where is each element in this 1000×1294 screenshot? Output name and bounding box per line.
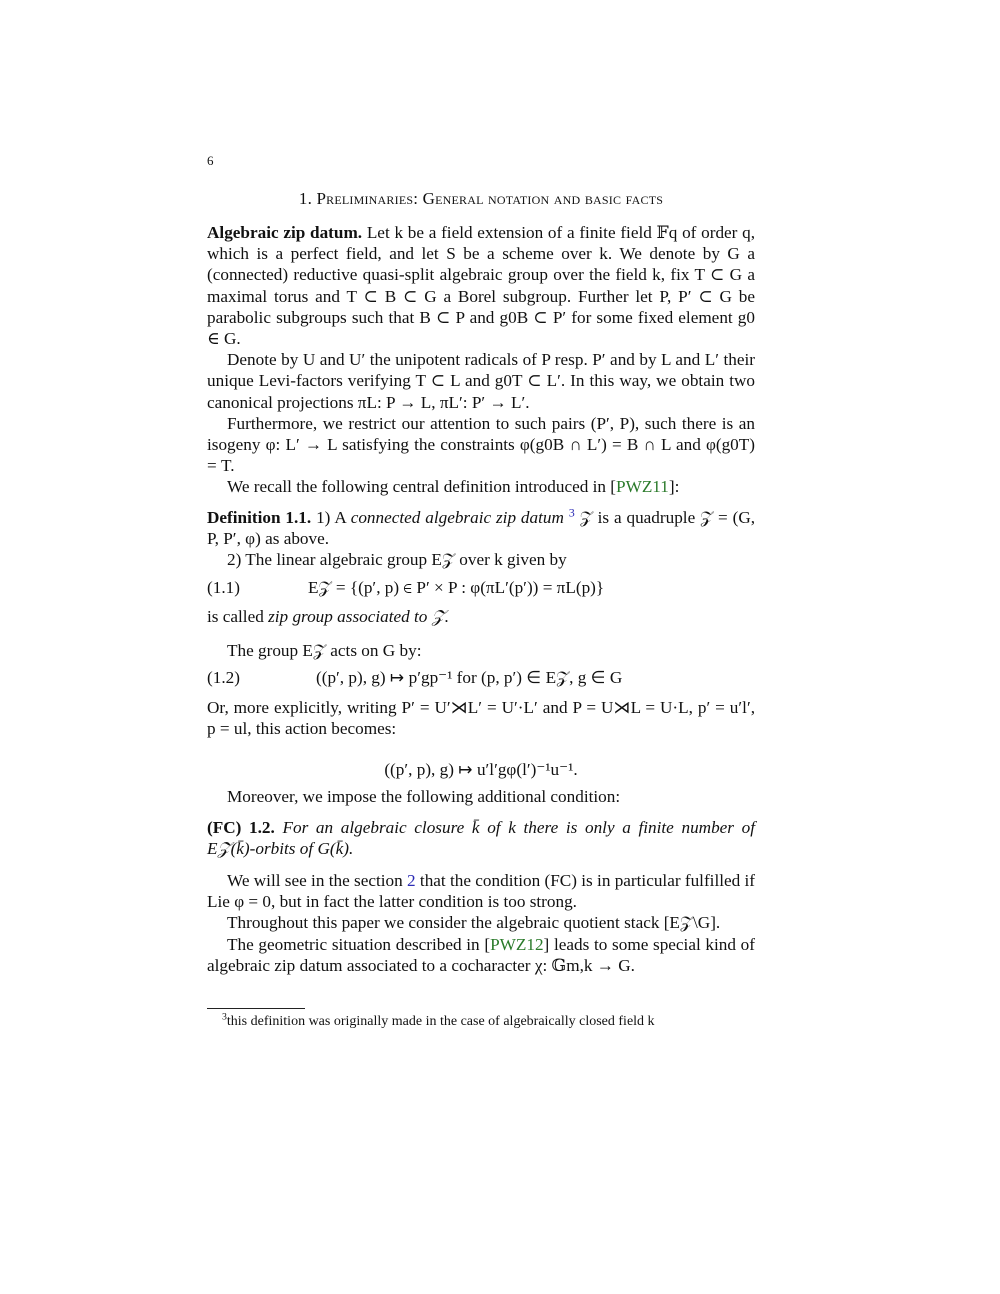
paragraph [207, 606, 755, 627]
fc-text: For an algebraic closure k̄ of k there is only a finite number of E𝒵(k̄)-orbits of G(k̄). [207, 818, 756, 859]
section-reference-link[interactable]: 2 [407, 871, 416, 890]
paragraph-text: Let k be a field extension of a finite field 𝔽q of order q, which is a perfect field, and let S be a scheme over k. We denote by G a (connected) reductive quasi-split algebraic group over the field k, fix T ⊂ G a maximal torus and T ⊂ B ⊂ G a Borel subgroup. Further let P, P′ ⊂ G be parabolic subgroups such that B ⊂ P and g0B ⊂ P′ for some fixed element g0 ∈ G. [207, 223, 756, 349]
section-paragraph-2: Denote by U and U′ the unipotent radicals of P resp. P′ and by L and L′ their unique Levi-factors verifying T ⊂ L and g0T ⊂ L′. In this way, we obtain two canonical projections πL: P → L, πL′: P′ → L′. [207, 350, 755, 412]
fc-condition [207, 817, 755, 859]
paragraph: The group E𝒵 acts on G by: [227, 641, 422, 660]
footnote-rule [207, 1008, 305, 1009]
footnote [222, 1011, 655, 1030]
defined-term: connected algebraic zip datum [350, 508, 564, 527]
moreover-line [207, 786, 755, 807]
equation-number: (1.1) [207, 578, 240, 597]
section-paragraph-1 [207, 222, 755, 349]
paragraph-text: ]: [668, 477, 680, 497]
paragraph-text: is called [207, 607, 264, 626]
section-body [207, 222, 755, 498]
paragraph-text: We recall the following central definition introduced in [ [227, 477, 617, 497]
definition-part-1 [207, 507, 755, 549]
citation-link[interactable]: PWZ11 [616, 477, 669, 497]
equation-display [207, 760, 755, 780]
definition-block [207, 507, 755, 571]
closing-paragraph-2: Throughout this paper we consider the algebraic quotient stack [E𝒵\G]. [227, 913, 721, 933]
paragraph-text: The geometric situation described in [ [227, 934, 491, 954]
closing-paragraph-1 [207, 870, 755, 912]
closing-paragraph-3 [207, 934, 755, 976]
equation-number: (1.2) [207, 668, 240, 687]
section-paragraph-4 [207, 476, 755, 497]
definition-label: Definition 1.1. [207, 508, 312, 527]
section-paragraph-3: Furthermore, we restrict our attention to such pairs (P′, P), such there is an isogeny φ: L′ → L satisfying the constraints φ(g0B ∩ L′) = B ∩ L and φ(g0T) = T. [207, 413, 755, 476]
section-title: Algebraic zip datum. [207, 223, 363, 242]
closing-block [207, 870, 755, 976]
paragraph-text: that the condition (FC) is in particular fulfilled if Lie φ = 0, but in fact the latter condition is too strong. [207, 871, 756, 912]
paragraph: Moreover, we impose the following additional condition: [227, 787, 621, 806]
zip-group-line [207, 606, 755, 627]
paragraph: Or, more explicitly, writing P′ = U′⋊L′ = U′·L′ and P = U⋊L = U·L, p′ = u′l′, p = ul, this action becomes: [207, 698, 755, 739]
paragraph-text: ] leads to some special kind of algebraic zip datum associated to a cocharacter χ: 𝔾m,k → G. [207, 934, 756, 975]
definition-part-2: 2) The linear algebraic group E𝒵 over k given by [227, 550, 567, 570]
footnote-number: 3 [222, 1011, 227, 1023]
paragraph-text: 1) A [316, 508, 346, 527]
running-header: 1. Preliminaries: General notation and basic facts [298, 189, 664, 208]
footnote-marker[interactable]: 3 [568, 505, 575, 520]
equation-body: ((p′, p), g) ↦ p′gp⁻¹ for (p, p′) ∈ E𝒵, g ∈ G [316, 668, 623, 687]
paragraph-text: 𝒵 is a quadruple 𝒵 = (G, P, P′, φ) as above. [207, 508, 756, 549]
citation-link[interactable]: PWZ12 [490, 934, 544, 954]
paragraph-text: We will see in the section [227, 871, 403, 890]
page-number: 6 [207, 153, 214, 168]
footnote-text: this definition was originally made in the case of algebraically closed field k [226, 1014, 655, 1029]
action-intro [207, 640, 755, 661]
equation-body: E𝒵 = {(p′, p) ∈ P′ × P : φ(πL′(p′)) = πL(p)} [308, 578, 605, 597]
paragraph [207, 817, 755, 859]
fc-label: (FC) 1.2. [207, 818, 275, 837]
explicit-action [207, 697, 755, 739]
equation-body: ((p′, p), g) ↦ u′l′gφ(l′)⁻¹u⁻¹. [384, 760, 578, 779]
defined-term: zip group associated to 𝒵. [268, 607, 450, 626]
